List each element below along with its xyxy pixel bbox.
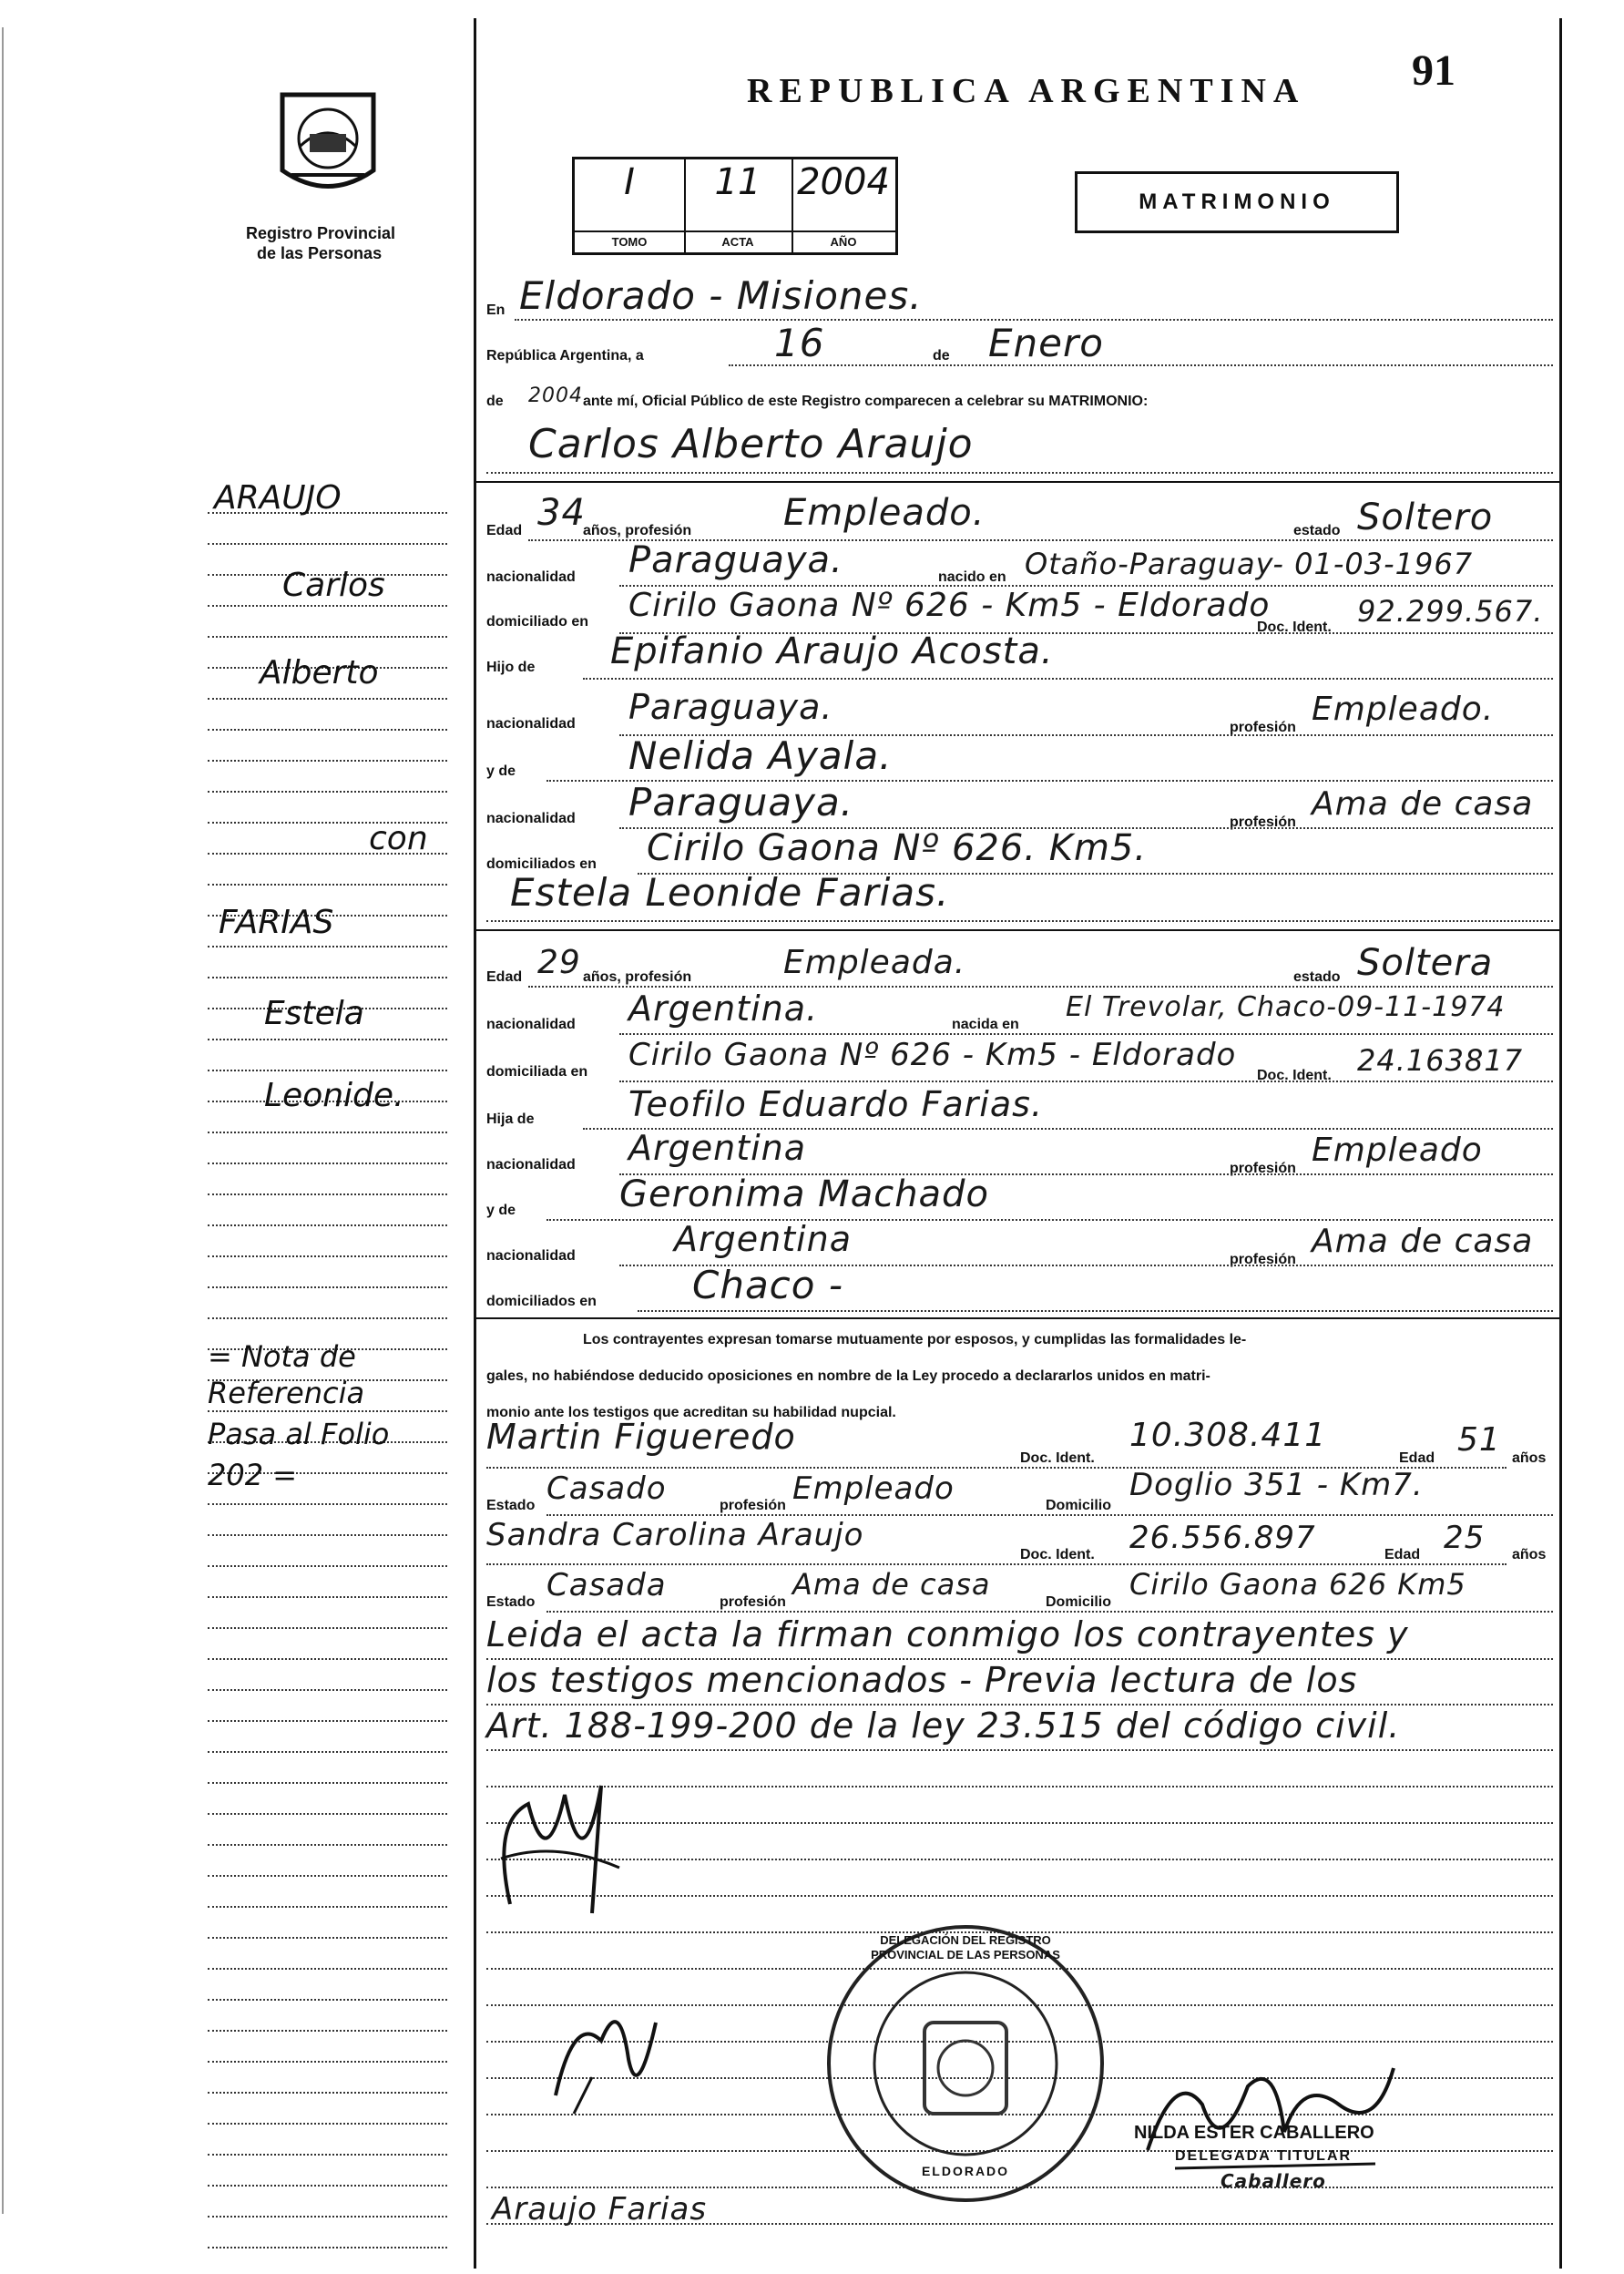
margin-ruled-line — [208, 2247, 447, 2248]
margin-ruled-line — [208, 1163, 447, 1164]
margin-ruled-line — [208, 1070, 447, 1071]
official-role: DELEGADA TITULAR — [1175, 2148, 1353, 2164]
groom-father-profession: Empleado. — [1312, 691, 1495, 728]
bride-separator — [474, 929, 1561, 931]
official-name: NILDA ESTER CABALLERO — [1134, 2123, 1374, 2143]
groom-father: Epifanio Araujo Acosta. — [610, 630, 1054, 672]
bride-father-prof-label: profesión — [1230, 1161, 1296, 1176]
groom-doc: 92.299.567. — [1357, 594, 1544, 629]
margin-ruled-line — [208, 2154, 447, 2156]
margin-ruled-line — [208, 1999, 447, 2001]
margin-name-line: Leonide. — [264, 1077, 404, 1114]
witness1-edad-label: Edad — [1399, 1450, 1435, 1466]
margin-ruled-line — [208, 2123, 447, 2125]
margin-ruled-line — [208, 1534, 447, 1536]
bride-yde-label: y de — [486, 1203, 516, 1218]
bride-parents-address: Chaco - — [692, 1263, 843, 1307]
witness1-name: Martin Figueredo — [486, 1417, 796, 1457]
margin-ruled-line — [208, 2216, 447, 2218]
witness2-doc-label: Doc. Ident. — [1020, 1547, 1095, 1562]
witness1-age: 51 — [1457, 1421, 1501, 1459]
groom-edad-label: Edad — [486, 523, 523, 538]
right-border — [1559, 18, 1562, 2269]
groom-father-nationality: Paraguaya. — [628, 687, 833, 727]
ano-value: 2004 — [797, 161, 890, 203]
republica-label: República Argentina, a — [486, 348, 644, 364]
bride-estado: Soltera — [1357, 942, 1494, 984]
margin-ruled-line — [208, 1039, 447, 1040]
official-stamp-signature: Caballero — [1221, 2170, 1326, 2192]
margin-ruled-line — [208, 1286, 447, 1288]
margin-ruled-line — [208, 543, 447, 545]
groom-doc-label: Doc. Ident. — [1257, 620, 1332, 635]
bride-father: Teofilo Eduardo Farias. — [628, 1084, 1044, 1124]
bride-signature — [537, 1986, 683, 2123]
margin-ruled-line — [208, 1410, 447, 1412]
declaration-line1: Los contrayentes expresan tomarse mutuamente por esposos, y cumplidas las formalidades le- — [583, 1332, 1247, 1347]
margin-ruled-line — [208, 2092, 447, 2094]
type-box — [1075, 171, 1399, 233]
bride-profesion-label: años, profesión — [583, 969, 692, 985]
groom-mother-profession: Ama de casa — [1312, 785, 1534, 823]
margin-ruled-line — [208, 2185, 447, 2187]
witness2-estado-line — [546, 1611, 1553, 1613]
bride-hija-label: Hija de — [486, 1111, 535, 1127]
groom-parents-address: Cirilo Gaona Nº 626. Km5. — [647, 827, 1148, 869]
bride-profession: Empleada. — [783, 944, 966, 981]
groom-name-line — [486, 472, 1553, 474]
bride-nat-label: nacionalidad — [486, 1017, 576, 1032]
bride-estado-label: estado — [1293, 969, 1341, 985]
margin-ruled-line — [208, 1317, 447, 1319]
groom-mother-nationality: Paraguaya. — [628, 780, 854, 825]
bride-nationality: Argentina. — [628, 988, 819, 1029]
margin-ruled-line — [208, 636, 447, 638]
stamp-ring-text: DELEGACIÓN DEL REGISTRO PROVINCIAL DE LAS PERSONAS — [871, 1933, 1060, 1962]
witness2-address: Cirilo Gaona 626 Km5 — [1129, 1567, 1466, 1602]
bride-doc: 24.163817 — [1357, 1043, 1524, 1078]
closing-line3-rule — [486, 1749, 1553, 1751]
witness1-dom-label: Domicilio — [1046, 1498, 1112, 1513]
month-value: Enero — [988, 321, 1104, 365]
margin-note-line: Referencia — [208, 1376, 365, 1410]
margin-ruled-line — [208, 1906, 447, 1908]
groom-father-line — [583, 678, 1553, 680]
witness1-address: Doglio 351 - Km7. — [1129, 1467, 1424, 1503]
groom-separator — [474, 481, 1561, 483]
margin-ruled-line — [208, 1255, 447, 1257]
acta-label: ACTA — [684, 230, 792, 252]
bride-mother: Geronima Machado — [619, 1173, 989, 1215]
witness2-prof-label: profesión — [720, 1594, 786, 1610]
registry-stamp — [824, 1922, 1107, 2205]
witness-signatures: Araujo Farias — [492, 2191, 708, 2228]
acta-value: 11 — [714, 161, 761, 203]
groom-age: 34 — [537, 492, 586, 534]
en-label: En — [486, 302, 506, 318]
groom-estado-label: estado — [1293, 523, 1341, 538]
left-column-divider — [474, 18, 476, 2269]
witness2-dom-label: Domicilio — [1046, 1594, 1112, 1610]
groom-full-name: Carlos Alberto Araujo — [528, 421, 974, 467]
margin-ruled-line — [208, 1968, 447, 1970]
bride-father-nationality: Argentina — [628, 1128, 807, 1168]
acta-cell — [684, 159, 793, 252]
declaration-line3: monio ante los testigos que acreditan su habilidad nupcial. — [486, 1405, 896, 1420]
margin-ruled-line — [208, 1627, 447, 1629]
witness2-doc: 26.556.897 — [1129, 1520, 1316, 1556]
bride-dom-label: domiciliada en — [486, 1064, 588, 1080]
bride-parents-line — [638, 1310, 1553, 1312]
margin-ruled-line — [208, 1844, 447, 1846]
groom-parents-dom-label: domiciliados en — [486, 856, 597, 872]
tomo-value: I — [624, 161, 635, 203]
bride-dom-line — [619, 1081, 1553, 1082]
margin-ruled-line — [208, 1224, 447, 1226]
bride-full-name: Estela Leonide Farias. — [510, 870, 950, 915]
registry-name-line1: Registro Provincial — [246, 224, 396, 242]
bride-father-profession: Empleado — [1312, 1132, 1483, 1169]
witness2-name: Sandra Carolina Araujo — [486, 1517, 864, 1553]
date-line — [729, 364, 1553, 366]
margin-name-line: ARAUJO — [214, 479, 342, 517]
margin-ruled-line — [208, 760, 447, 762]
ano-cell — [792, 159, 895, 252]
closing-line2: los testigos mencionados - Previa lectura de los — [486, 1660, 1358, 1700]
ano-label: AÑO — [792, 230, 895, 252]
margin-ruled-line — [208, 1565, 447, 1567]
bride-edad-label: Edad — [486, 969, 523, 985]
groom-estado: Soltero — [1357, 497, 1494, 538]
margin-name-line: Estela — [264, 995, 364, 1032]
margin-note-line: = Nota de — [208, 1339, 356, 1374]
groom-father-prof-label: profesión — [1230, 720, 1296, 735]
witness2-estado-label: Estado — [486, 1594, 536, 1610]
type-label: MATRIMONIO — [1139, 190, 1335, 214]
margin-ruled-line — [208, 884, 447, 886]
bride-doc-label: Doc. Ident. — [1257, 1068, 1332, 1083]
witness2-edad-label: Edad — [1384, 1547, 1421, 1562]
bride-parents-dom-label: domiciliados en — [486, 1294, 597, 1309]
record-box — [572, 157, 898, 255]
bride-father-nat-label: nacionalidad — [486, 1157, 576, 1173]
bride-mother-nat-label: nacionalidad — [486, 1248, 576, 1264]
witness2-line — [486, 1563, 1507, 1565]
groom-nacido-label: nacido en — [938, 569, 1006, 585]
witness1-anos-label: años — [1512, 1450, 1547, 1466]
bride-birthplace: El Trevolar, Chaco-09-11-1974 — [1066, 991, 1506, 1023]
witness1-estado-line — [546, 1514, 1553, 1516]
groom-signature — [483, 1767, 647, 1922]
margin-ruled-line — [208, 946, 447, 948]
bride-age-line — [528, 986, 1553, 988]
groom-address: Cirilo Gaona Nº 626 - Km5 - Eldorado — [628, 587, 1271, 624]
margin-note-line: 202 = — [208, 1458, 298, 1492]
intro-statement: ante mí, Oficial Público de este Registro comparecen a celebrar su MATRIMONIO: — [583, 394, 1149, 409]
declaration-separator — [474, 1317, 1561, 1319]
witness1-estado-label: Estado — [486, 1498, 536, 1513]
groom-dom-label: domiciliado en — [486, 614, 589, 630]
witness1-profession: Empleado — [792, 1470, 955, 1507]
witness2-profession: Ama de casa — [792, 1567, 991, 1602]
groom-nat-label: nacionalidad — [486, 569, 576, 585]
margin-ruled-line — [208, 2061, 447, 2063]
groom-birthplace: Otaño-Paraguay- 01-03-1967 — [1025, 547, 1474, 581]
closing-line3: Art. 188-199-200 de la ley 23.515 del código civil. — [486, 1706, 1401, 1746]
witness1-estado: Casado — [546, 1470, 667, 1507]
margin-ruled-line — [208, 1875, 447, 1877]
bride-name-line — [486, 920, 1553, 922]
groom-father-nat-label: nacionalidad — [486, 716, 576, 732]
groom-mother-nat-label: nacionalidad — [486, 811, 576, 826]
groom-nationality: Paraguaya. — [628, 539, 843, 581]
groom-profession: Empleado. — [783, 492, 986, 534]
margin-ruled-line — [208, 1937, 447, 1939]
bride-mother-prof-label: profesión — [1230, 1252, 1296, 1267]
margin-name-line: FARIAS — [219, 904, 334, 941]
margin-ruled-line — [208, 1751, 447, 1753]
year-prefix-label: de — [486, 394, 504, 409]
witness2-anos-label: años — [1512, 1547, 1547, 1562]
page-edge-marks — [2, 27, 4, 2214]
margin-ruled-line — [208, 1689, 447, 1691]
declaration-line2: gales, no habiéndose deducido oposiciones en nombre de la Ley procedo a declararlos unidos en matri- — [486, 1368, 1210, 1384]
bride-age: 29 — [537, 944, 581, 981]
page-title: REPUBLICA ARGENTINA — [747, 72, 1306, 110]
margin-note-line: Pasa al Folio — [208, 1417, 390, 1451]
groom-mother: Nelida Ayala. — [628, 733, 893, 778]
bride-address: Cirilo Gaona Nº 626 - Km5 - Eldorado — [628, 1037, 1237, 1073]
groom-yde-label: y de — [486, 763, 516, 779]
margin-ruled-line — [208, 605, 447, 607]
groom-hijo-label: Hijo de — [486, 660, 536, 675]
witness1-doc-label: Doc. Ident. — [1020, 1450, 1095, 1466]
margin-ruled-line — [208, 1782, 447, 1784]
closing-line1: Leida el acta la firman conmigo los contrayentes y — [486, 1614, 1409, 1654]
margin-ruled-line — [208, 791, 447, 793]
margin-ruled-line — [208, 698, 447, 700]
bride-nat-line — [619, 1033, 1553, 1035]
margin-ruled-line — [208, 1596, 447, 1598]
year-value: 2004 — [528, 384, 583, 407]
margin-name-line: con — [369, 820, 428, 857]
tomo-cell — [575, 159, 686, 252]
margin-ruled-line — [208, 1503, 447, 1505]
place-value: Eldorado - Misiones. — [519, 273, 923, 318]
province-seal — [273, 84, 383, 202]
day-value: 16 — [774, 321, 825, 365]
margin-ruled-line — [208, 1720, 447, 1722]
margin-ruled-line — [208, 977, 447, 978]
de-label: de — [933, 348, 950, 364]
groom-mother-prof-label: profesión — [1230, 814, 1296, 830]
margin-ruled-line — [208, 1193, 447, 1195]
registry-name-line2: de las Personas — [257, 244, 383, 262]
witness2-estado: Casada — [546, 1567, 667, 1603]
margin-name-line: Carlos — [282, 567, 385, 604]
tomo-label: TOMO — [575, 230, 684, 252]
witness1-doc: 10.308.411 — [1129, 1417, 1327, 1454]
margin-ruled-line — [208, 2030, 447, 2032]
page-number: 91 — [1412, 46, 1455, 95]
stamp-city: ELDORADO — [921, 2164, 1010, 2178]
margin-name-line: Alberto — [260, 654, 379, 691]
margin-ruled-line — [208, 729, 447, 731]
margin-ruled-line — [208, 1813, 447, 1815]
margin-ruled-line — [208, 1132, 447, 1133]
bride-mother-profession: Ama de casa — [1312, 1223, 1534, 1260]
bride-nacida-label: nacida en — [952, 1017, 1019, 1032]
witness1-prof-label: profesión — [720, 1498, 786, 1513]
groom-profesion-label: años, profesión — [583, 523, 692, 538]
bride-mother-nationality: Argentina — [674, 1219, 853, 1259]
margin-ruled-line — [208, 1658, 447, 1660]
witness2-age: 25 — [1444, 1520, 1486, 1556]
